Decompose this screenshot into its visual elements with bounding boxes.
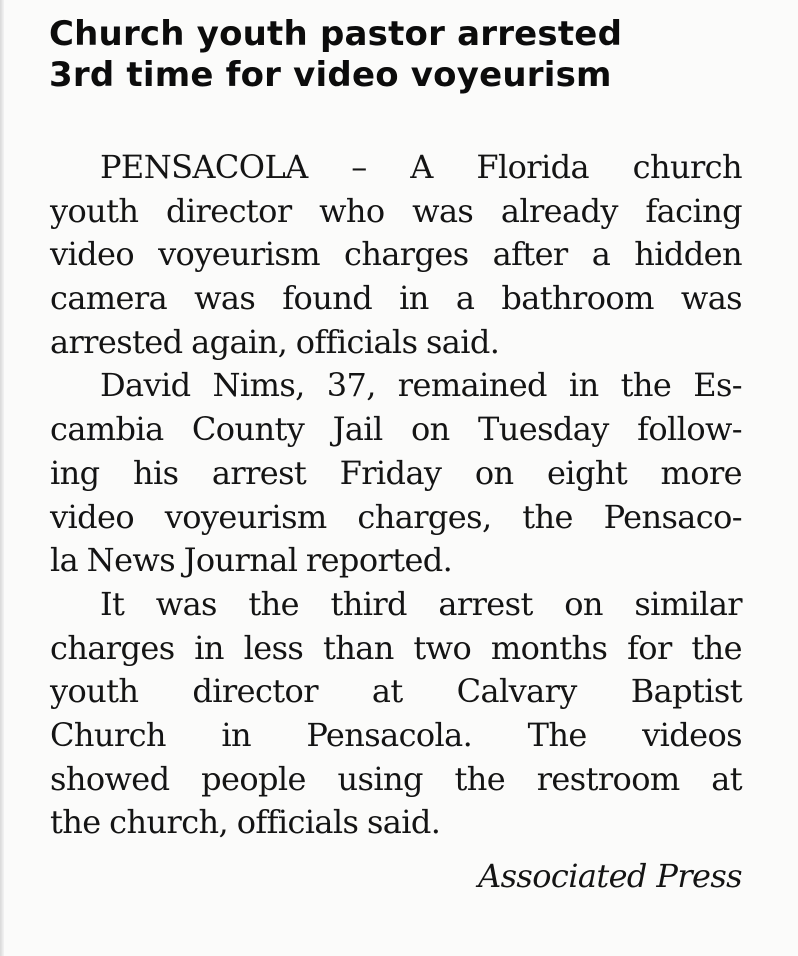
article-line: la News Journal reported.	[50, 541, 453, 580]
headline-line: 3rd time for video voyeurism	[49, 55, 612, 95]
article-line: It was the third arrest on similar	[100, 584, 742, 623]
article-body	[50, 146, 742, 845]
article-line: showed people using the restroom at	[50, 759, 742, 798]
article-line: Church in Pensacola. The videos	[50, 715, 742, 754]
article-headline	[49, 14, 749, 96]
article-line: the church, officials said.	[50, 803, 441, 842]
article-line: charges in less than two months for the	[50, 628, 742, 667]
article-byline: Associated Press	[478, 857, 742, 895]
article-line: ing his arrest Friday on eight more	[50, 453, 742, 492]
article-line: youth director at Calvary Baptist	[50, 672, 742, 711]
page-edge-shadow	[0, 0, 4, 956]
article-line: video voyeurism charges, the Pensaco-	[50, 497, 742, 536]
article-line: David Nims, 37, remained in the Es-	[100, 366, 742, 405]
article-line: PENSACOLA – A Florida church	[100, 148, 742, 186]
article-line: camera was found in a bathroom was	[50, 279, 742, 318]
article-line: cambia County Jail on Tuesday follow-	[50, 410, 742, 449]
article-line: youth director who was already facing	[50, 191, 742, 230]
headline-line: Church youth pastor arrested	[49, 14, 623, 54]
article-line: video voyeurism charges after a hidden	[50, 235, 742, 274]
article-line: arrested again, officials said.	[50, 322, 500, 361]
